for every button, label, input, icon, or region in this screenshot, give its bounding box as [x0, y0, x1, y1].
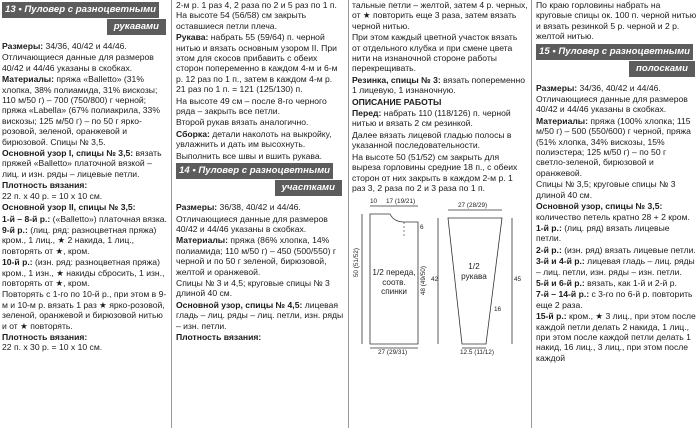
- intarsia-note: При этом каждый цветной участок вязать от отдельного клубка и при смене цвета нити на изнаночной стороне работы перекрещивать.: [352, 32, 518, 74]
- column-4: [536, 0, 697, 428]
- gauge-13-a: Плотность вязания: 22 п. х 40 р. = 10 х 10 см.: [2, 180, 103, 201]
- pattern-14-header: [176, 163, 344, 197]
- gauge-14: Плотность вязания:: [176, 331, 262, 342]
- row-1-8: 1-й – 8-й р.: («Balletto») платочная вязка.: [2, 213, 167, 224]
- front-stripes: Далее вязать лицевой гладью полосы в указанной последовательности.: [352, 129, 512, 151]
- dim-sleeve-mid: 16: [494, 306, 502, 314]
- pattern-13-title-line2: рукавами: [107, 19, 166, 35]
- pattern-13-title-line1: 13 • Пуловер с разноцветными: [2, 2, 159, 18]
- row-9: 9-й р.: (лиц. ряд: разноцветная пряжа) кром., 1 лиц., ★ 2 накида, 1 лиц., повторять от ★, кром.: [2, 224, 157, 256]
- dim-sleeve-top: 27 (28/29): [458, 202, 488, 210]
- pattern-15-header: [536, 44, 697, 78]
- dim-bottom-width: 27 (29/31): [378, 349, 408, 357]
- main-pattern-15: Основной узор, спицы № 3,5: количество петель кратно 28 + 2 кром.: [536, 201, 690, 222]
- sizes-note-14: Отличающиеся данные для размеров 40/42 и 44/46 указаны в скобках.: [176, 213, 328, 234]
- materials-15: Материалы: пряжа (100% хлопка; 115 м/50 г) – 500 (550/600) г черной, пряжа (51% хлопка, 34% вискозы, 15% полиэстера; 125 м/50 г) – по 50 г светло-зеленой, бирюзовой и оранжевой.: [536, 115, 691, 178]
- work-description-title: ОПИСАНИЕ РАБОТЫ: [352, 96, 442, 107]
- pattern-15-title-line1: 15 • Пуловер с разноцветными: [536, 44, 693, 60]
- column-divider-2: [348, 0, 349, 428]
- dim-top-2: 17 (19/21): [386, 198, 416, 206]
- gauge-13-b: Плотность вязания: 22 п. х 30 р. = 10 х 10 см.: [2, 331, 103, 353]
- sizes-13: Размеры: 34/36, 40/42 и 44/46.: [2, 41, 127, 51]
- rib-14: Резинка, спицы № 3: вязать попеременно 1 лицевую, 1 изнаночную.: [352, 74, 526, 96]
- main-pattern-14: Основной узор, спицы № 4,5: лицевая гладь – лиц. ряды – лиц. петли, изн. ряды – изн. петли.: [176, 299, 344, 331]
- column-3: [352, 0, 528, 428]
- sleeve-piece-label: 1/2 рукава: [461, 262, 487, 281]
- sleeve-outline: [448, 218, 502, 344]
- second-sleeve: Второй рукав вязать аналогично.: [176, 117, 309, 128]
- column-divider-3: [531, 0, 532, 428]
- column-2: [176, 0, 344, 428]
- needles-14: Спицы № 3 и 4,5; круговые спицы № 3 длиной 40 см.: [176, 277, 330, 299]
- dim-sleeve-right: 45: [514, 276, 522, 284]
- row-3-4-15: 3-й и 4-й р.: лицевая гладь – лиц. ряды – лиц. петли, изн. ряды – изн. петли.: [536, 256, 695, 277]
- pattern-I-13: Основной узор I, спицы № 3,5: вязать пряжей «Balletto» платочной вязкой – лиц. и изн. ряды – лицевые петли.: [2, 148, 162, 179]
- sizes-note-15: Отличающиеся данные для размеров 40/42 и 44/46 указаны в скобках.: [536, 94, 688, 115]
- front-14: Перед: набрать 110 (118/126) п. черной нитью и вязать 2 см резинкой.: [352, 108, 511, 129]
- body-piece-label: 1/2 переда, соотв. спинки: [372, 268, 416, 297]
- pattern-II-13: Основной узор II, спицы № 3,5:: [2, 202, 136, 213]
- seams-13: Выполнить все швы и вшить рукава.: [176, 150, 323, 161]
- assembly-13: Сборка: детали наколоть на выкройку, увлажнить и дать им высохнуть.: [176, 128, 332, 150]
- row-15-15: 15-й р.: кром., ★ 3 лиц., при этом после каждой петли делать 2 накида, 1 лиц., при этом после каждой петли делать 1 накид, 16 лиц., 3 лиц., при этом после каждой: [536, 311, 696, 363]
- row-5-6-15: 5-й и 6-й р.: вязать, как 1-й и 2-й р.: [536, 277, 677, 288]
- column-1: [2, 0, 168, 428]
- sizes-14: Размеры: 36/38, 40/42 и 44/46.: [176, 202, 301, 213]
- dim-body-side: 48 (49/50): [420, 266, 427, 296]
- row-7-14-15: 7-й – 14-й р.: с 3-го по 6-й р. повторить еще 2 раза.: [536, 289, 693, 310]
- pattern-13-header: [2, 2, 168, 36]
- sizes-15: Размеры: 34/36, 40/42 и 44/46.: [536, 82, 661, 93]
- materials-14: Материалы: пряжа (86% хлопка, 14% полиамида; 110 м/50 г) – 450 (500/550) г черной и по 50 г зеленой, бирюзовой, желтой и оранжевой.: [176, 235, 337, 277]
- pattern-15-title-line2: полосками: [629, 61, 695, 77]
- sizes-note-13: Отличающиеся данные для размеров 40/42 и 44/46 указаны в скобках.: [2, 52, 154, 73]
- row-2-15: 2-й р.: (изн. ряд) вязать лицевые петли.: [536, 244, 696, 255]
- dim-neck-depth: 6: [420, 224, 424, 232]
- sleeve-bind-off: На высоте 49 см – после 8-го черного ряда – закрыть все петли.: [176, 95, 327, 117]
- dim-sleeve-left: 42: [431, 276, 439, 284]
- needles-15: Спицы № 3,5; круговые спицы № 3 длиной 40 см.: [536, 179, 676, 200]
- row-1-15: 1-й р.: (лиц. ряд) вязать лицевые петли.: [536, 222, 670, 244]
- dim-sleeve-bottom: 12.5 (11/12): [460, 349, 494, 357]
- pattern-14-title-line2: участками: [275, 180, 342, 196]
- row-10: 10-й р.: (изн. ряд: разноцветная пряжа) кром., 1 изн., ★ накиды сбросить, 1 изн., повторять от ★, кром.: [2, 257, 165, 288]
- schematic-diagram: [352, 196, 528, 356]
- materials-13: Материалы: пряжа «Balletto» (31% хлопка, 38% полиамида, 31% вискозы; 110 м/50 г) – 700 (750/800) г черной; пряжа «Labella» (67% полиакрила, 33% вискозы; 125 м/50 г) – по 50 г ярко-розовой, зеленой, оранжевой и бирюзовой. Спицы № 3,5.: [2, 74, 160, 147]
- neck-shaping-cont: 2-м р. 1 раз 4, 2 раза по 2 и 5 раз по 1 п. На высоте 54 (56/58) см закрыть оставшиеся петли плеча.: [176, 0, 337, 31]
- repeat-note: Повторять с 1-го по 10-й р., при этом в 9-м и 10-м р. вязать 1 раз ★ ярко-розовой, зеленой, оранжевой и бирюзовой нитью и от ★ повторять.: [2, 289, 167, 331]
- front-neckline: На высоте 50 (51/52) см закрыть для выреза горловины средние 18 п., с обеих сторон от них закрыть в каждом 2-м р. 1 раз 3, 2 раза по 2 и 3 раза по 1 п.: [352, 151, 518, 193]
- neckband-14: По краю горловины набрать на круговые спицы ок. 100 п. черной нитью и вязать резинкой 5 р. черной и 2 р. желтой нитью.: [536, 0, 697, 42]
- dim-left-height: 50 (51/52): [353, 248, 360, 278]
- dim-top-1: 10: [370, 198, 378, 206]
- stripes-cont: тальные петли – желтой, затем 4 р. черных, от ★ повторить еще 3 раза, затем вязать черной нитью.: [352, 0, 528, 31]
- sleeves-13: Рукава: набрать 55 (59/64) п. черной нитью и вязать основным узором II. При этом для скосов прибавить с обеих сторон попеременно в каждом 4-м и 6-м р. 12 раз по 1 п., затем в каждом 4-м р. 21 раз по 1 п. = 121 (125/130) п.: [176, 32, 338, 95]
- column-divider-1: [171, 0, 172, 428]
- pattern-14-title-line1: 14 • Пуловер с разноцветными: [176, 163, 333, 179]
